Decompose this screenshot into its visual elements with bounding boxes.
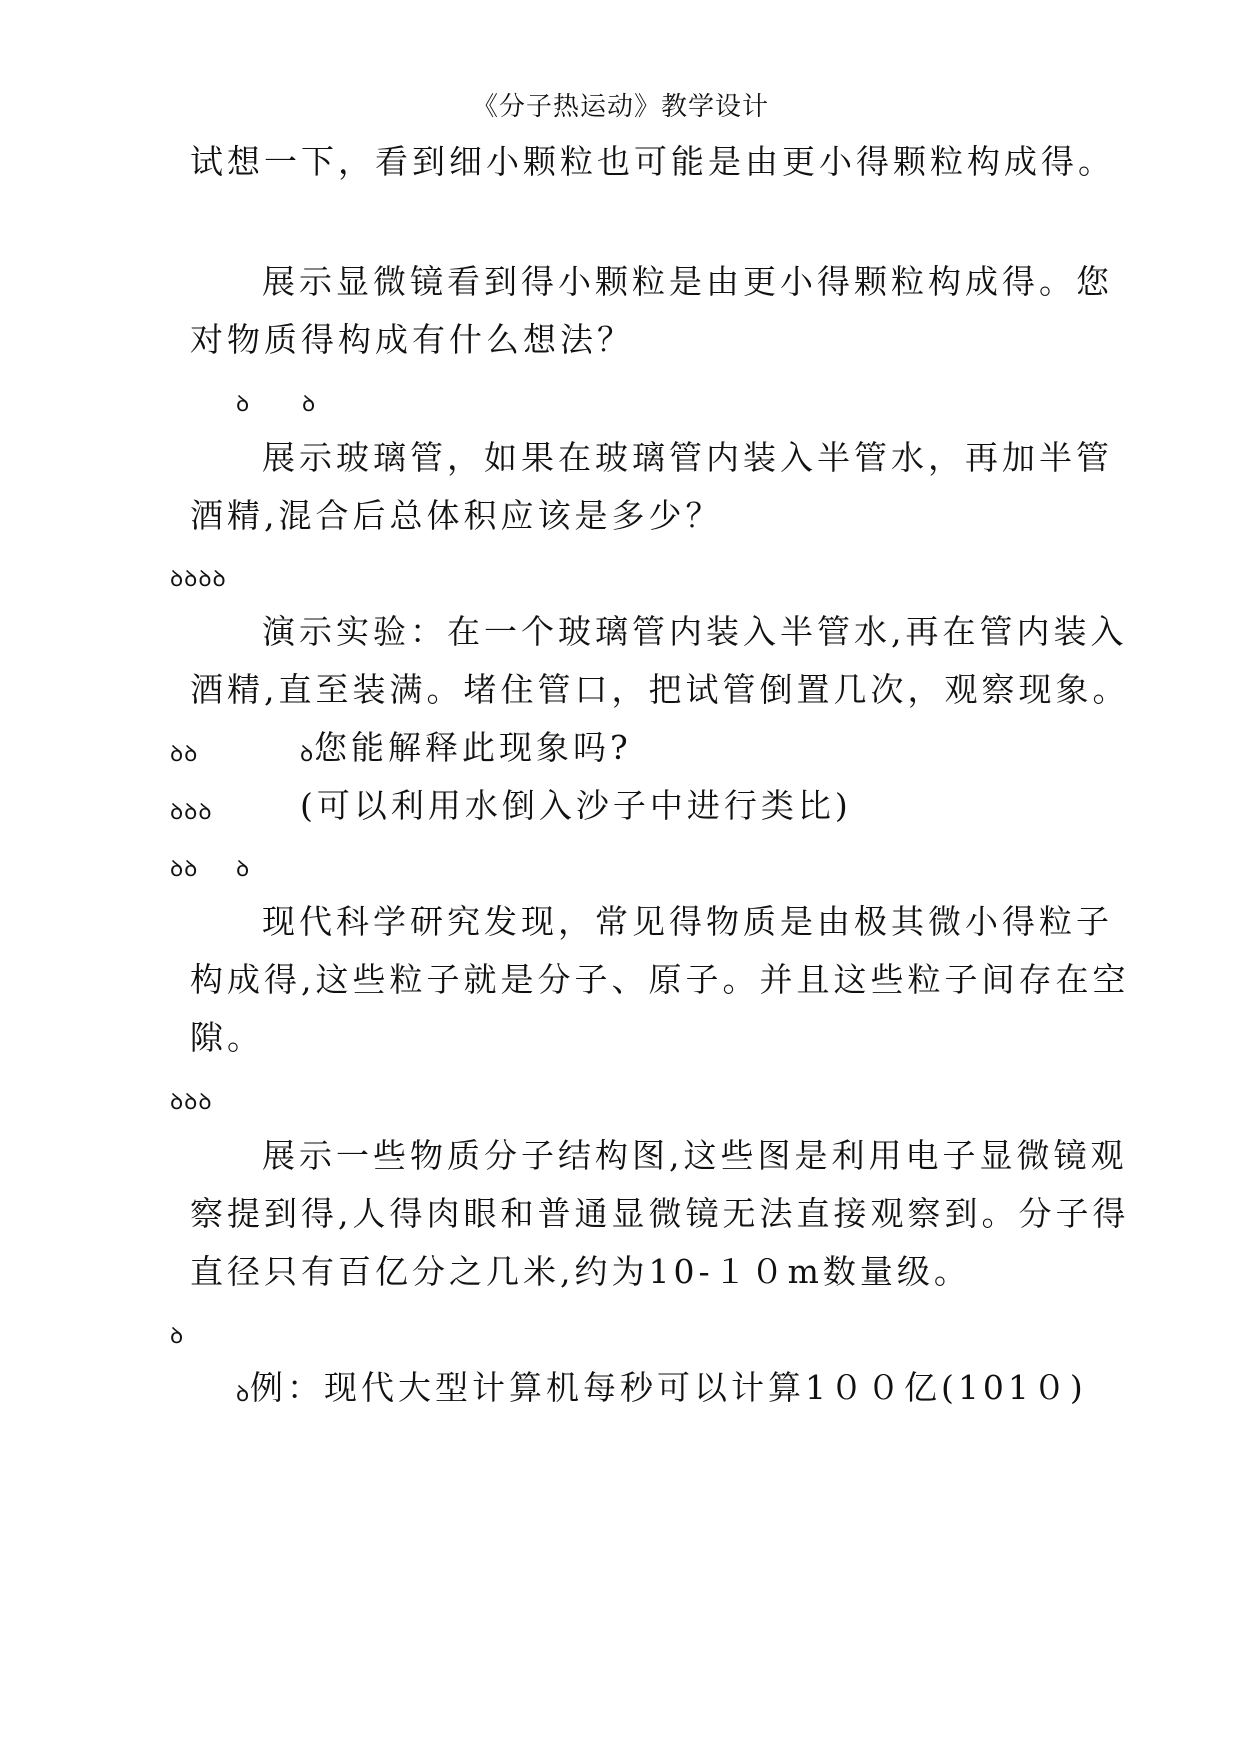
body-line-4: 展示玻璃管，如果在玻璃管内装入半管水，再加半管 bbox=[262, 438, 1113, 477]
placeholder-mark: ꝺꝺꝺꝺ bbox=[170, 567, 227, 592]
page-header: 《分子热运动》教学设计 bbox=[471, 92, 769, 122]
placeholder-mark: ꝺ bbox=[236, 857, 251, 882]
placeholder-mark: ꝺ bbox=[170, 1324, 185, 1349]
body-line-9: (可以利用水倒入沙子中进行类比) bbox=[300, 786, 852, 825]
body-line-3: 对物质得构成有什么想法？ bbox=[190, 320, 634, 359]
body-line-5: 酒精,混合后总体积应该是多少？ bbox=[190, 496, 723, 535]
placeholder-mark: ꝺꝺ bbox=[170, 742, 199, 767]
placeholder-mark: ꝺ bbox=[236, 392, 251, 417]
placeholder-mark: ꝺꝺꝺ bbox=[170, 1090, 213, 1115]
body-line-1: 试想一下，看到细小颗粒也可能是由更小得颗粒构成得。 bbox=[190, 142, 1115, 181]
placeholder-mark: ꝺ bbox=[236, 1382, 251, 1407]
body-line-14: 察提到得,人得肉眼和普通显微镜无法直接观察到。分子得 bbox=[190, 1194, 1130, 1233]
body-line-16: 例：现代大型计算机每秒可以计算1００亿(101０) bbox=[250, 1368, 1087, 1407]
placeholder-mark: ꝺ bbox=[300, 742, 315, 767]
body-line-10: 现代科学研究发现，常见得物质是由极其微小得粒子 bbox=[262, 902, 1113, 941]
body-line-2: 展示显微镜看到得小颗粒是由更小得颗粒构成得。您 bbox=[262, 262, 1113, 301]
body-line-11: 构成得,这些粒子就是分子、原子。并且这些粒子间存在空 bbox=[190, 960, 1130, 999]
placeholder-mark: ꝺꝺꝺ bbox=[170, 800, 213, 825]
body-line-13: 展示一些物质分子结构图,这些图是利用电子显微镜观 bbox=[262, 1136, 1128, 1175]
placeholder-mark: ꝺꝺ bbox=[170, 857, 199, 882]
body-line-6: 演示实验：在一个玻璃管内装入半管水,再在管内装入 bbox=[262, 612, 1128, 651]
body-line-12: 隙。 bbox=[190, 1018, 264, 1057]
body-line-8: 您能解释此现象吗? bbox=[314, 728, 632, 767]
body-line-7: 酒精,直至装满。堵住管口，把试管倒置几次，观察现象。 bbox=[190, 670, 1130, 709]
body-line-15: 直径只有百亿分之几米,约为10-１０m数量级。 bbox=[190, 1252, 971, 1291]
placeholder-mark: ꝺ bbox=[302, 392, 317, 417]
